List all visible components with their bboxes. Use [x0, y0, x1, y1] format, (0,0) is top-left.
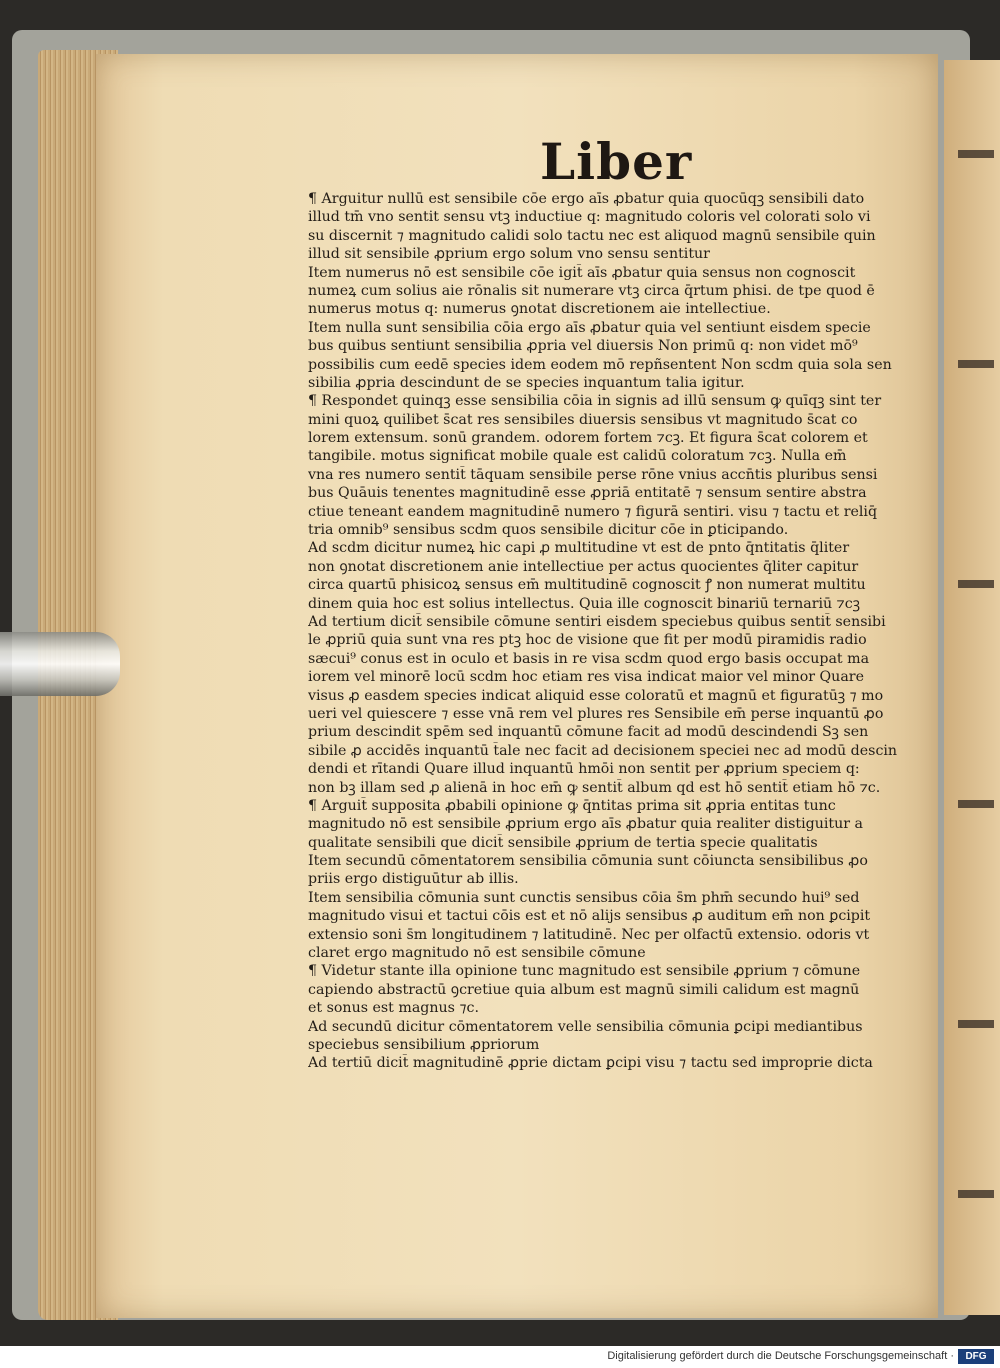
text-line: magnitudo visui et tactui cōis est et nō alijs sensibus ꝓ auditum em̄ non ꝑcipit	[308, 908, 871, 925]
book-clamp	[0, 632, 120, 696]
dfg-logo: DFG	[958, 1349, 994, 1364]
text-line: sibile ꝓ accidēs inquantū t̄ale nec facit ad decisionem speciei nec ad modū descin	[308, 742, 898, 759]
text-line: lorem extensum. sonū grandem. odorem fortem ⁊cꝫ. Et figura s̄cat colorem et	[308, 430, 868, 447]
text-line: ¶ Videtur stante illa opinione tunc magnitudo est sensibile ꝓprium ⁊ cōmune	[308, 963, 861, 980]
text-line: tria omnib⁹ sensibus scdm quos sensibile dicitur cōe in ꝑticipando.	[308, 522, 789, 539]
text-line: Ad scdm dicitur numeꝝ hic capi ꝓ multitudine vt est de pnto q̄ntitatis q̄liter	[308, 540, 850, 557]
text-line: mini quoꝝ quilibet s̄cat res sensibiles diuersis sensibus vt magnitudo s̄cat co	[308, 411, 858, 428]
funding-credit: Digitalisierung gefördert durch die Deutsche Forschungsgemeinschaft ·	[607, 1350, 954, 1362]
text-line: capiendo abstractū ꝯcretiue quia album est magnū simili calidum est magnū	[308, 981, 860, 998]
page-heading: Liber	[540, 132, 693, 191]
facing-page-edge	[944, 60, 1000, 1315]
text-line: Item secundū cōmentatorem sensibilia cōmunia sunt cōiuncta sensibilibus ꝓo	[308, 853, 868, 870]
text-line: Item numerus nō est sensibile cōe igit̄ aīs ꝓbatur quia sensus non cognoscit	[308, 264, 856, 281]
text-line: iorem vel minorē locū scdm hoc etiam res visa indicat maior vel minor Quare	[308, 669, 864, 686]
text-line: possibilis cum eedē species idem eodem mō repñsentent Non scdm quia sola sen	[308, 356, 892, 373]
text-line: ueri vel quiescere ⁊ esse vnā rem vel plures res Sensibile em̄ perse inquantū ꝓo	[308, 705, 884, 722]
text-line: non ꝯnotat discretionem anie intellectiue per actus quocientes q̄liter capitur	[308, 558, 859, 575]
text-line: tangibile. motus significat mobile quale est calidū coloratum ⁊cꝫ. Nulla em̄	[308, 448, 847, 465]
text-line: sibilia ꝓpria descindunt de se species inquantum talia igitur.	[308, 374, 745, 391]
text-line: su discernit ⁊ magnitudo calidi solo tactu nec est aliquod magnū sensibile quin	[308, 227, 876, 244]
footer-bar	[0, 1346, 1000, 1368]
text-line: Ad secundū dicitur cōmentatorem velle sensibilia cōmunia ꝑcipi mediantibus	[308, 1018, 863, 1035]
text-line: le ꝓpriū quia sunt vna res ptꝫ hoc de visione que fit per modū piramidis radio	[308, 632, 867, 649]
text-line: ¶ Arguit̄ supposita ꝓbabili opinione ꝙ q̄ntitas prima sit ꝓpria entitas tunc	[308, 797, 836, 814]
text-line: dinem quia hoc est solius intellectus. Quia ille cognoscit binariū ternariū ⁊cꝫ	[308, 595, 860, 612]
text-line: Item nulla sunt sensibilia cōia ergo aīs ꝓbatur quia vel sentiunt eisdem specie	[308, 319, 871, 336]
text-line: non bꝫ illam sed ꝓ alienā in hoc em̄ ꝙ sentit̄ album qd est hō sentit̄ etiam hō ⁊c.	[308, 779, 881, 796]
text-line: claret ergo magnitudo nō est sensibile cōmune	[308, 945, 646, 962]
text-line: Ad tertiū dicit̄ magnitudinē ꝓprie dictam ꝑcipi visu ⁊ tactu sed improprie dicta	[308, 1055, 873, 1072]
text-line: bus Quāuis tenentes magnitudinē esse ꝓpriā entitatē ⁊ sensum sentire abstra	[308, 485, 867, 502]
text-line: ¶ Arguitur nullū est sensibile cōe ergo aīs ꝓbatur quia quocūqꝫ sensibili dato	[308, 191, 865, 207]
text-line: qualitate sensibili que dicit̄ sensibile ꝓprium de tertia specie qualitatis	[308, 834, 818, 851]
text-line: illud tm̄ vno sentit sensu vtꝫ inductiue q: magnitudo coloris vel colorati solo vi	[308, 209, 871, 226]
text-line: et sonus est magnus ⁊c.	[308, 1000, 479, 1017]
text-line: sæcui⁹ conus est in oculo et basis in re visa scdm quod ergo basis occupat ma	[308, 650, 870, 667]
text-line: numeꝝ cum solius aie rōnalis sit numerare vtꝫ circa q̄rtum phisi. de tpe quod ē	[308, 282, 875, 299]
text-line: circa quartū phisicoꝝ sensus em̄ multitudinē cognoscit ꝭ non numerat multitu	[308, 577, 866, 594]
text-line: priis ergo distiguūtur ab illis.	[308, 871, 519, 888]
text-line: numerus motus q: numerus ꝯnotat discretionem aie intellectiue.	[308, 301, 771, 318]
text-line: dendi et rītandi Quare illud inquantū hmōi non sentit per ꝓprium speciem q:	[308, 761, 860, 778]
text-line: Item sensibilia cōmunia sunt cunctis sensibus cōia s̄m phm̄ secundo hui⁹ sed	[308, 889, 860, 906]
text-line: illud sit sensibile ꝓprium ergo solum vno sensu sentitur	[308, 246, 710, 263]
text-line: magnitudo nō est sensibile ꝓprium ergo aīs ꝓbatur quia realiter distiguitur a	[308, 816, 863, 833]
text-line: ¶ Respondet quinqꝫ esse sensibilia cōia in signis ad illū sensum ꝙ quīqꝫ sint ter	[308, 393, 882, 410]
text-line: bus quibus sentiunt sensibilia ꝓpria vel diuersis Non primū q: non videt mō⁹	[308, 338, 858, 355]
text-line: visus ꝓ easdem species indicat aliquid esse coloratū et magnū et figuratūꝫ ⁊ mo	[308, 687, 884, 704]
text-line: prium descindit spēm sed inquantū cōmune facit ad modū descindendi Sꝫ sen	[308, 724, 869, 741]
text-line: vna res numero sentit̄ tāquam sensibile perse rōne vnius accn̄tis pluribus sensi	[308, 466, 878, 483]
text-line: extensio soni s̄m longitudinem ⁊ latitudinē. Nec per olfactū extensio. odoris vt	[308, 926, 870, 943]
text-column	[308, 190, 928, 1073]
text-line: ctiue teneant eandem magnitudinē numero ⁊ figurā sentiri. visu ⁊ tactu et reliq̄	[308, 503, 878, 520]
text-line: Ad tertium dicit̄ sensibile cōmune sentiri eisdem speciebus quibus sentit̄ sensibi	[308, 613, 886, 630]
text-line: speciebus sensibilium ꝓpriorum	[308, 1036, 540, 1053]
